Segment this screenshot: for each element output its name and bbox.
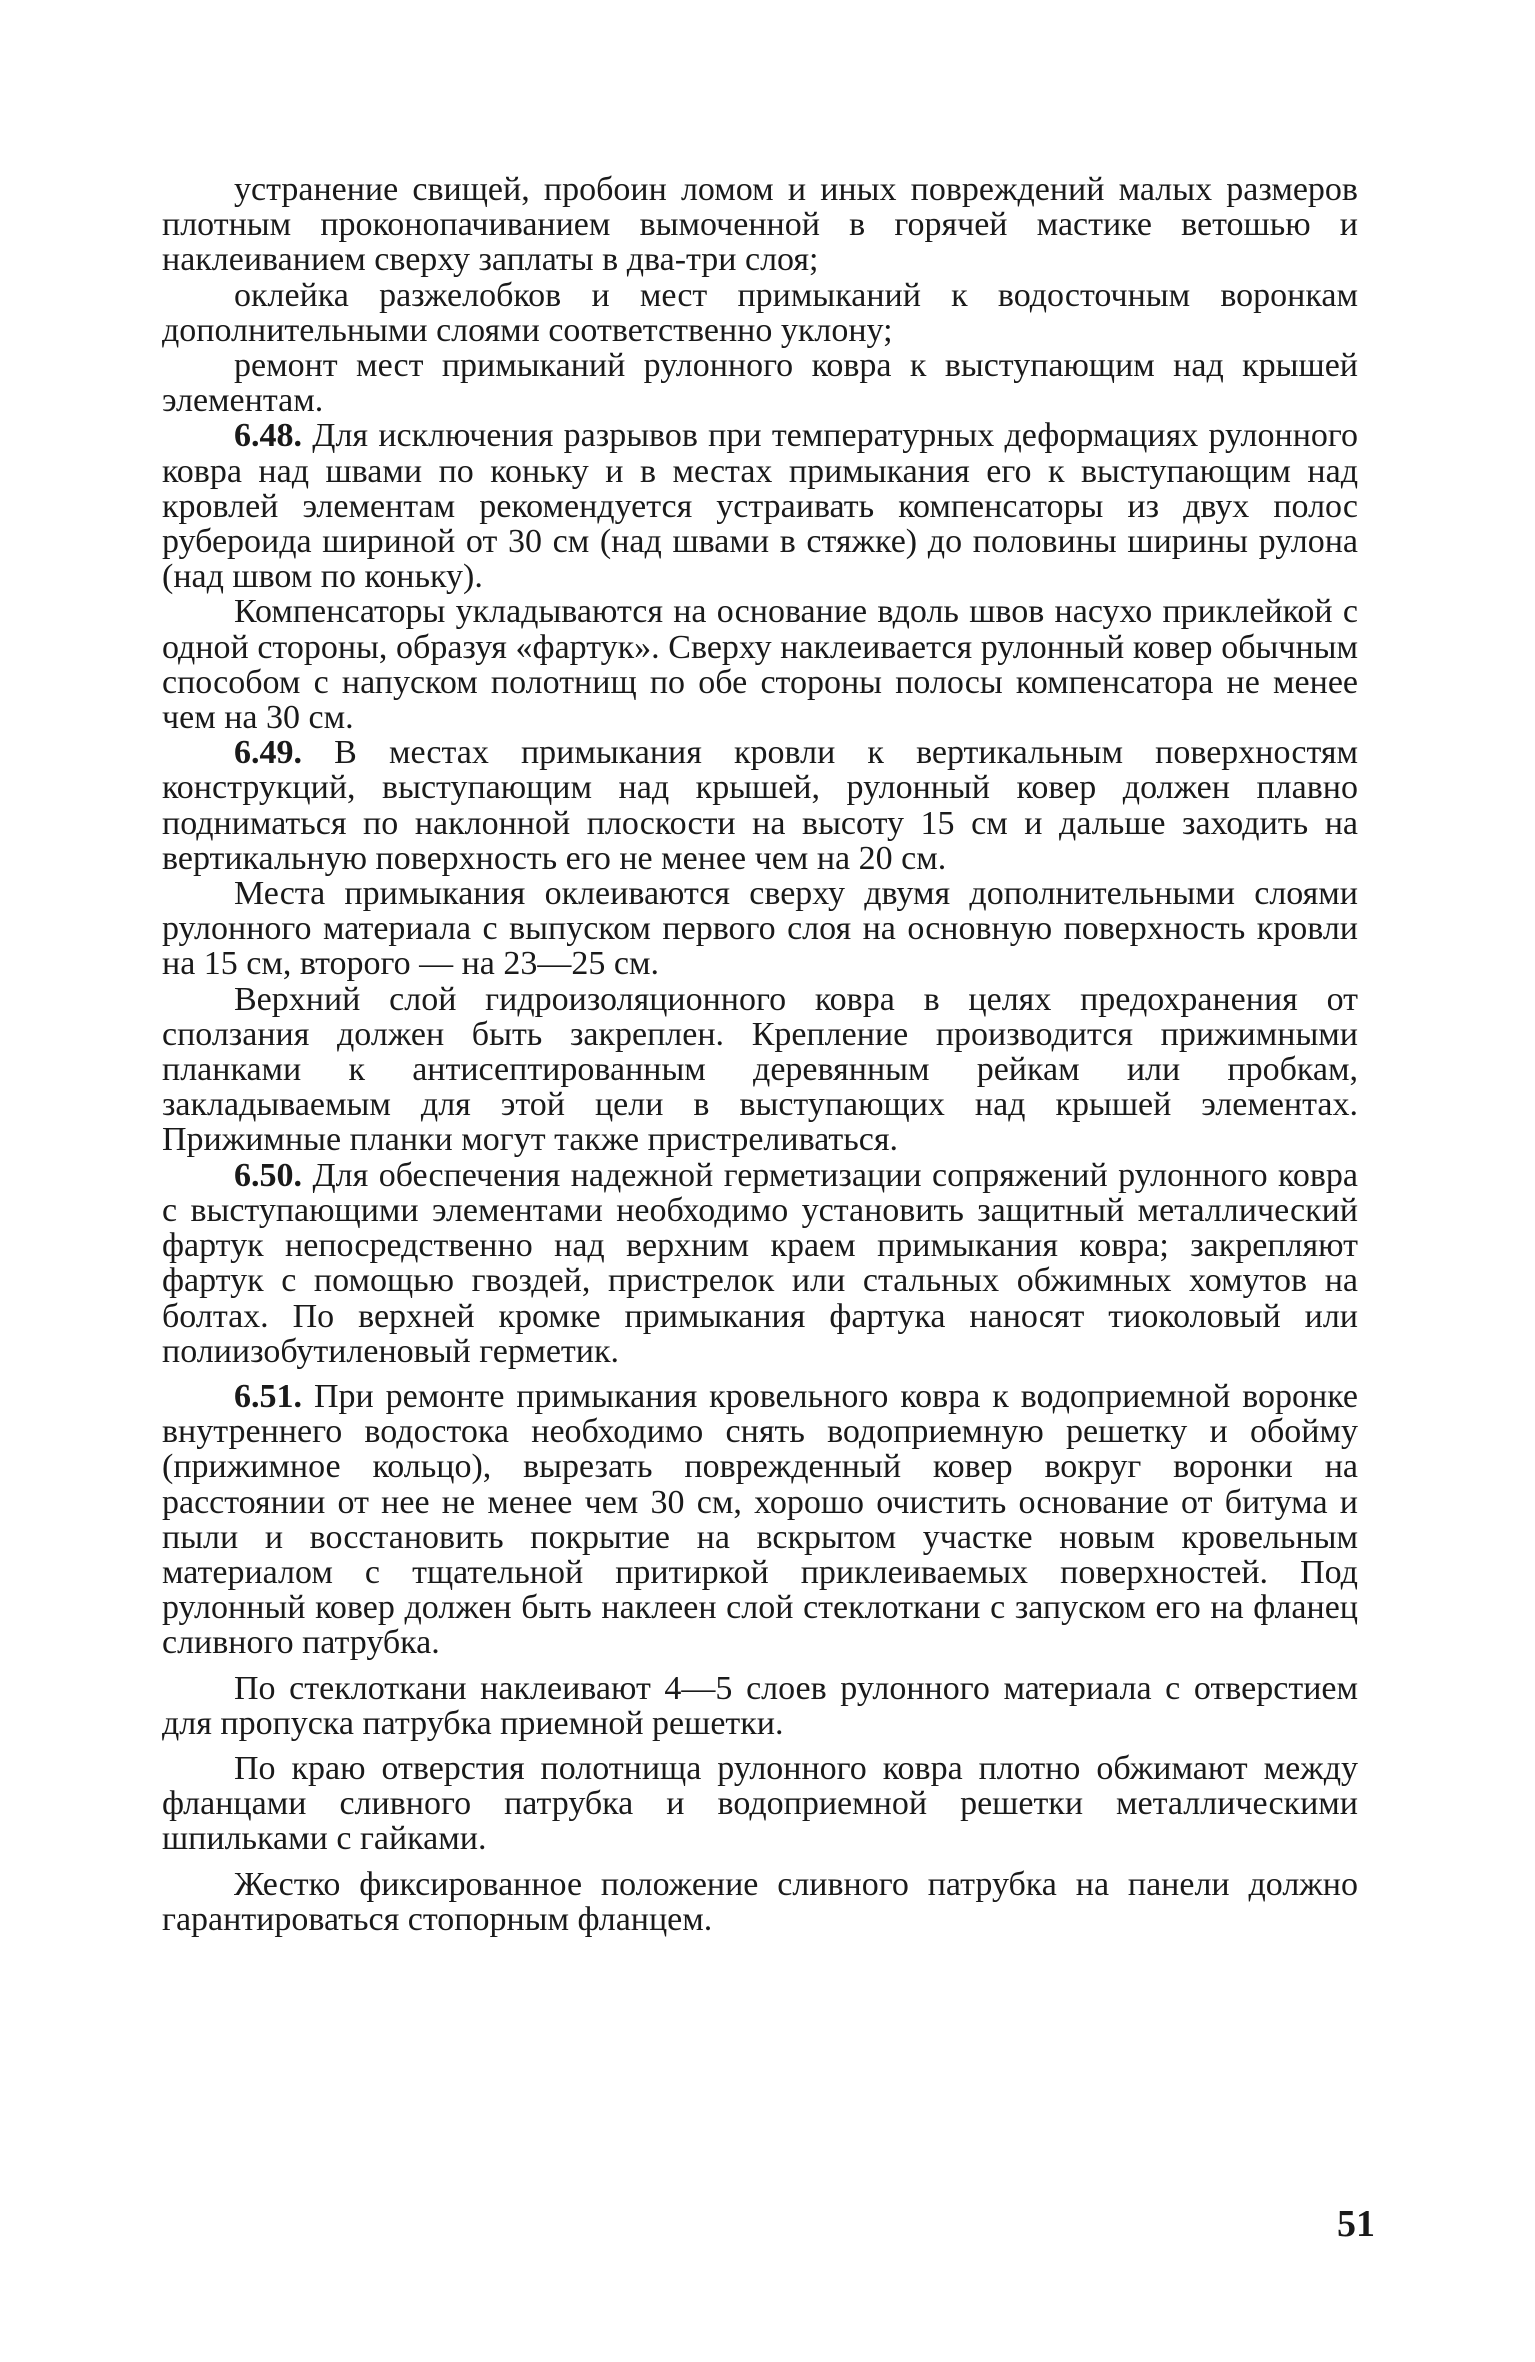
section-number: 6.48.	[234, 417, 302, 455]
section-6-50: 6.50. Для обеспечения надежной герметизации сопряжений рулонного ковра с выступающими элементами необходимо установить защитный металлический фартук непосредственно над верхним краем примыкания ковра; закрепляют фартук с помощью гвоздей, пристрелок или стальных обжимных хомутов на болтах. По верхней кромке примыкания фартука наносят тиоколовый или полиизобутиленовый герметик.	[162, 1156, 1358, 1370]
paragraph: оклейка разжелобков и мест примыканий к водосточным воронкам дополнительными слоями соответственно уклону;	[162, 276, 1358, 349]
section-6-48: 6.48. Для исключения разрывов при температурных деформациях рулонного ковра над швами по коньку и в местах примыкания его к выступающим над кровлей элементам рекомендуется устраивать компенсаторы из двух полос рубероида шириной от 30 см (над швами в стяжке) до половины ширины рулона (над швом по коньку).	[162, 417, 1358, 596]
paragraph: Места примыкания оклеиваются сверху двумя дополнительными слоями рулонного материала с выпуском первого слоя на основную поверхность кровли на 15 см, второго — на 23—25 см.	[162, 875, 1358, 983]
paragraph: По краю отверстия полотнища рулонного ковра плотно обжимают между фланцами сливного патрубка и водоприемной решетки металлическими шпильками с гайками.	[162, 1749, 1358, 1858]
section-6-49: 6.49. В местах примыкания кровли к вертикальным поверхностям конструкций, выступающим над крышей, рулонный ковер должен плавно подниматься по наклонной плоскости на высоту 15 см и дальше заходить на вертикальную поверхность его не менее чем на 20 см.	[162, 734, 1359, 877]
paragraph: Верхний слой гидроизоляционного ковра в целях предохранения от сползания должен быть закреплен. Крепление производится прижимными планками к антисептированным деревянным рейкам или пробкам, закладываемым для этой цели в выступающих над крышей элементах. Прижимные планки могут также пристреливаться.	[162, 980, 1358, 1159]
paragraph: устранение свищей, пробоин ломом и иных повреждений малых размеров плотным проконопачиванием вымоченной в горячей мастике ветошью и наклеиванием сверху заплаты в два-три слоя;	[162, 171, 1358, 279]
paragraph: Жестко фиксированное положение сливного патрубка на панели должно гарантироваться стопорным фланцем.	[162, 1865, 1358, 1938]
paragraph: ремонт мест примыканий рулонного ковра к выступающим над крышей элементам.	[162, 347, 1358, 420]
section-6-51: 6.51. При ремонте примыкания кровельного ковра к водоприемной воронке внутреннего водостока необходимо снять водоприемную решетку и обойму (прижимное кольцо), вырезать поврежденный ковер вокруг воронки на расстоянии от нее не менее чем 30 см, хорошо очистить основание от битума и пыли и восстановить покрытие на вскрытом участке новым кровельным материалом с тщательной притиркой приклеиваемых поверхностей. Под рулонный ковер должен быть наклеен слой стеклоткани с запуском его на фланец сливного патрубка.	[162, 1377, 1358, 1662]
paragraph: Компенсаторы укладываются на основание вдоль швов насухо приклейкой с одной стороны, образуя «фартук». Сверху наклеивается рулонный ковер обычным способом с напуском полотнищ по обе стороны полосы компенсатора не менее чем на 30 см.	[162, 593, 1358, 737]
page-number: 51	[1337, 2203, 1375, 2245]
section-number: 6.51.	[234, 1377, 302, 1415]
text-column	[162, 172, 1358, 1937]
paragraph: По стеклоткани наклеивают 4—5 слоев рулонного материала с отверстием для пропуска патрубка приемной решетки.	[162, 1669, 1358, 1742]
section-number: 6.50.	[234, 1156, 302, 1194]
section-number: 6.49.	[234, 734, 302, 772]
